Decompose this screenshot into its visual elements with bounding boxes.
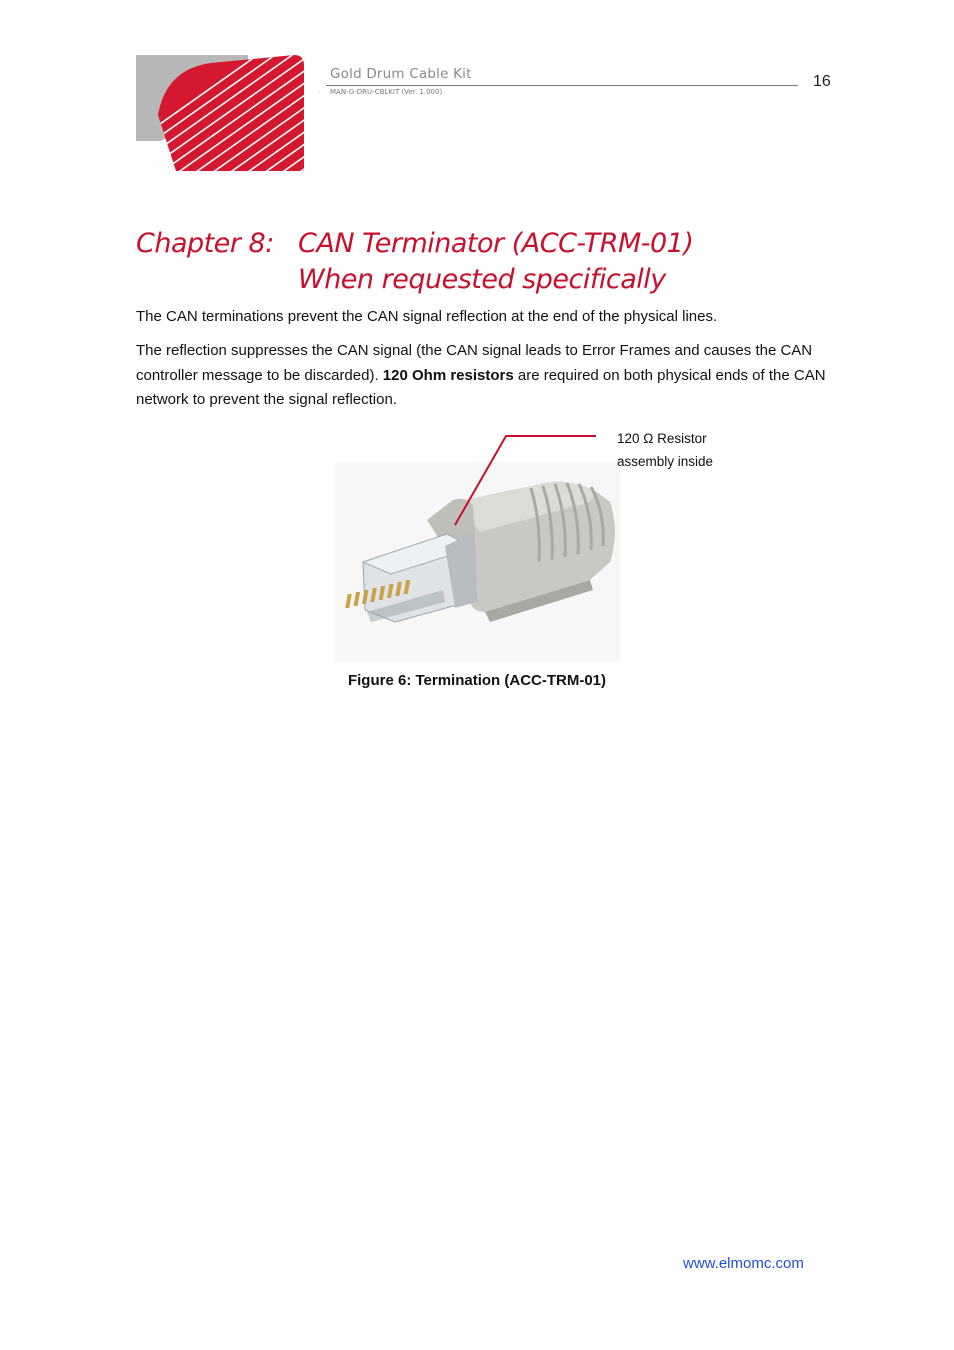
- chapter-title-line2: When requested specifically: [298, 264, 666, 295]
- paragraph-2-text-b: are required on both physical ends of the CAN network to prevent the signal reflection.: [136, 366, 826, 408]
- header-divider: [326, 85, 798, 86]
- terminator-connector-image: [335, 462, 620, 662]
- figure-caption: Figure 6: Termination (ACC-TRM-01): [347, 672, 607, 689]
- elmo-logo: [136, 55, 304, 171]
- callout-line-1: 120 Ω Resistor: [617, 431, 707, 446]
- header-title: Gold Drum Cable Kit: [330, 66, 472, 82]
- callout-label: [617, 427, 747, 473]
- document-code: MAN-G-DRU-CBLKIT (Ver. 1.000): [330, 88, 443, 96]
- callout-line-2: assembly inside: [617, 454, 714, 469]
- page-number: 16: [813, 73, 831, 90]
- paragraph-1: The CAN terminations prevent the CAN signal reflection at the end of the physical lines.: [136, 308, 718, 325]
- paragraph-2-bold: 120 Ohm resistors: [382, 366, 514, 384]
- header-bullet: ·: [318, 89, 321, 96]
- chapter-number: Chapter 8:: [136, 228, 274, 259]
- chapter-title-line1: CAN Terminator (ACC-TRM-01): [298, 228, 694, 259]
- paragraph-2: [136, 339, 826, 413]
- footer-website-link[interactable]: www.elmomc.com: [683, 1255, 804, 1272]
- paragraph-2-text-a: The reflection suppresses the CAN signal (the CAN signal leads to Error Frames and causes the CAN controller message to be discarded).: [136, 342, 813, 384]
